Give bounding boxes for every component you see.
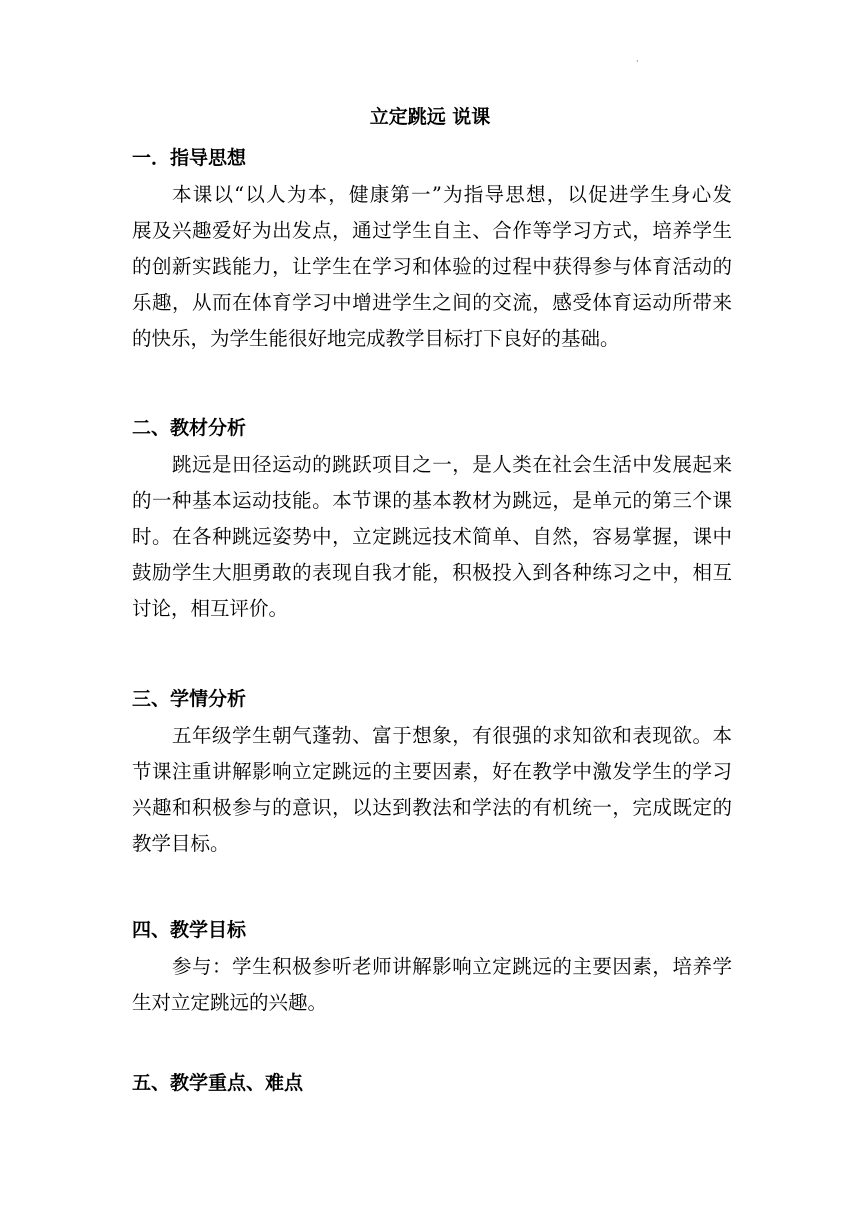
section-heading-guiding-ideology: 一．指导思想 [132,147,247,169]
paragraph-line: 讨论，相互评价。 [132,597,289,620]
paragraph-line: 的创新实践能力，让学生在学习和体验的过程中获得参与体育活动的 [132,255,732,278]
paragraph-line: 兴趣和积极参与的意识，以达到教法和学法的有机统一，完成既定的 [132,796,732,819]
section-paragraph-material-analysis [132,447,732,627]
paragraph-line: 教学目标。 [132,832,230,855]
section-heading-student-analysis: 三、学情分析 [132,688,247,710]
section-paragraph-teaching-objectives [132,949,732,1021]
section-heading-material-analysis: 二、教材分析 [132,417,247,439]
paragraph-line: 参与：学生积极参听老师讲解影响立定跳远的主要因素，培养学 [172,955,732,978]
paragraph-line: 节课注重讲解影响立定跳远的主要因素，好在教学中激发学生的学习 [132,760,732,783]
paragraph-line: 跳远是田径运动的跳跃项目之一，是人类在社会生活中发展起来 [172,453,732,476]
page-title: 立定跳远 说课 [369,106,491,128]
section-paragraph-student-analysis [132,718,732,862]
paragraph-line: 鼓励学生大胆勇敢的表现自我才能，积极投入到各种练习之中，相互 [132,561,732,584]
paragraph-line: 展及兴趣爱好为出发点，通过学生自主、合作等学习方式，培养学生 [132,219,732,242]
section-heading-key-points: 五、教学重点、难点 [132,1072,304,1094]
paragraph-line: 五年级学生朝气蓬勃、富于想象，有很强的求知欲和表现欲。本 [172,724,732,747]
section-paragraph-guiding-ideology [132,177,732,357]
page-mark: · [636,57,639,66]
paragraph-line: 的快乐，为学生能很好地完成教学目标打下良好的基础。 [132,327,620,350]
paragraph-line: 时。在各种跳远姿势中，立定跳远技术简单、自然，容易掌握，课中 [132,525,732,548]
paragraph-line: 生对立定跳远的兴趣。 [132,991,328,1014]
paragraph-line: 本课以“以人为本，健康第一”为指导思想，以促进学生身心发 [172,183,732,206]
paragraph-line: 乐趣，从而在体育学习中增进学生之间的交流，感受体育运动所带来 [132,291,732,314]
paragraph-line: 的一种基本运动技能。本节课的基本教材为跳远，是单元的第三个课 [132,489,732,512]
section-heading-teaching-objectives: 四、教学目标 [132,919,247,941]
